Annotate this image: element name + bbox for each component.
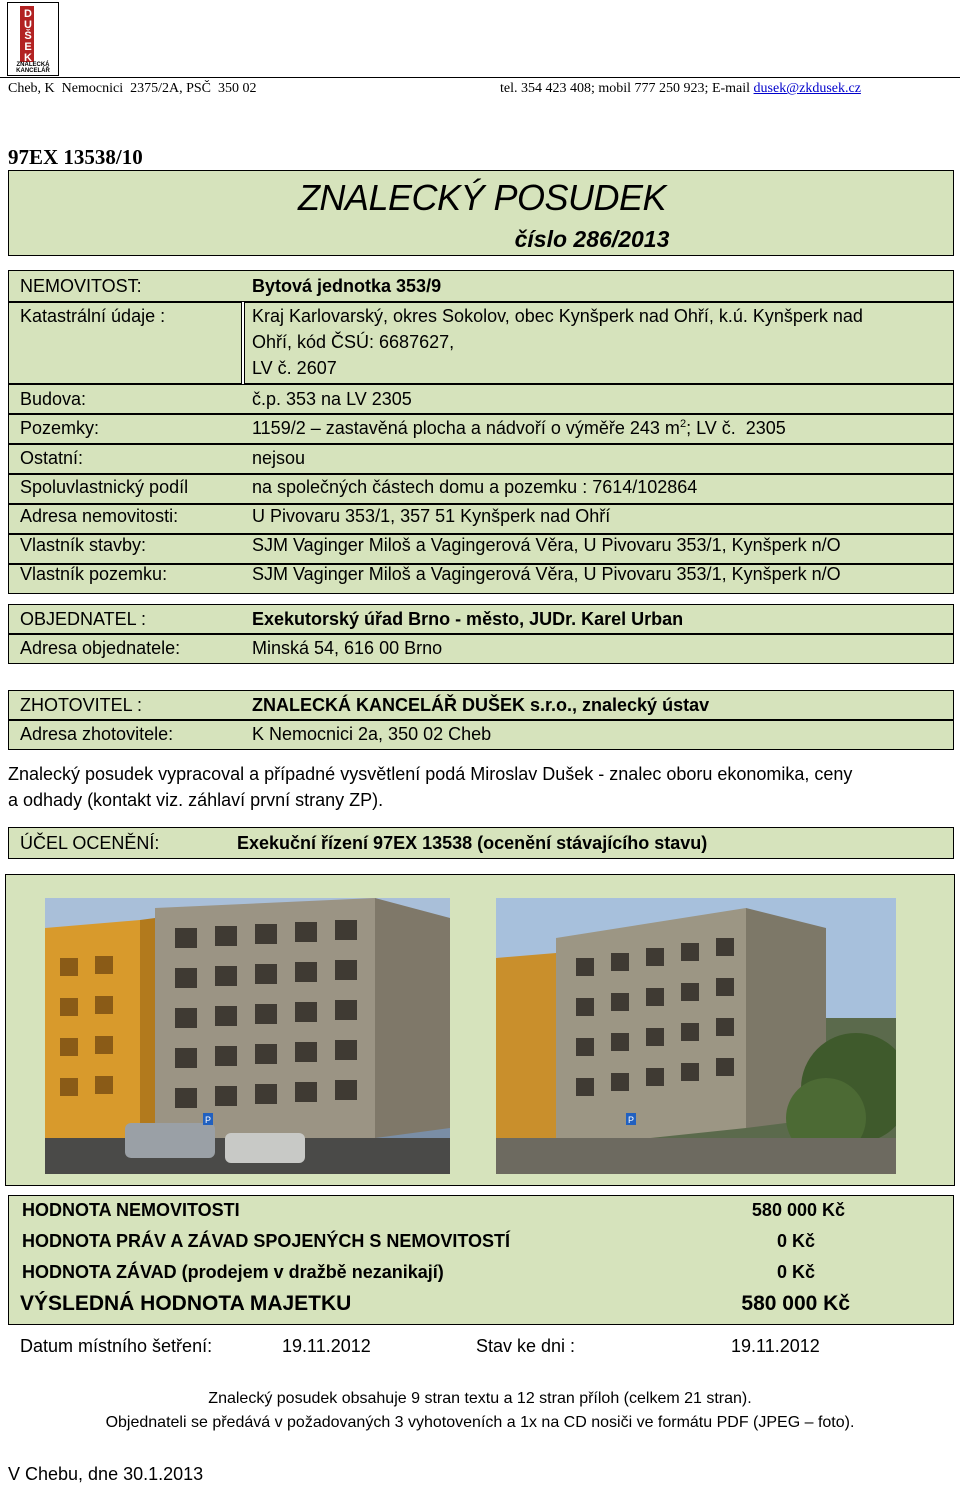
budova-label: Budova:: [20, 389, 87, 409]
katastr-label: Katastrální údaje :: [20, 306, 166, 326]
footer-line-2: Objednateli se předává v požadovaných 3 vyhotoveních a 1x na CD nosiči ve formátu PDF (JPEG – foto).: [105, 1414, 855, 1431]
nemovitost-value: Bytová jednotka 353/9: [252, 276, 442, 296]
footer-line-1: Znalecký posudek obsahuje 9 stran textu a 12 stran příloh (celkem 21 stran).: [208, 1390, 752, 1407]
budova-value: č.p. 353 na LV 2305: [252, 389, 412, 409]
objednatel-address-value: Minská 54, 616 00 Brno: [252, 638, 443, 658]
parking-sign-1: P: [205, 1115, 212, 1125]
building-photo-2: [496, 898, 896, 1174]
budova-row: [8, 384, 954, 414]
ostatni-label: Ostatní:: [20, 448, 84, 468]
zhotovitel-address-value: K Nemocnici 2a, 350 02 Cheb: [252, 724, 492, 744]
vlastnik-pozemku-value: SJM Vaginger Miloš a Vagingerová Věra, U Pivovaru 353/1, Kynšperk n/O: [252, 564, 841, 584]
katastr-line-1: Kraj Karlovarský, okres Sokolov, obec Kynšperk nad Ohří, k.ú. Kynšperk nad: [252, 306, 863, 326]
header-rule: [0, 77, 960, 78]
vlastnik-stavby-label: Vlastník stavby:: [20, 535, 147, 555]
report-number: číslo 286/2013: [514, 226, 670, 252]
pozemky-value-lv: ; LV č. 2305: [686, 418, 786, 438]
survey-date: 19.11.2012: [282, 1336, 371, 1356]
zhotovitel-value: ZNALECKÁ KANCELÁŘ DUŠEK s.r.o., znalecký ústav: [252, 695, 710, 715]
katastr-line-2: Ohří, kód ČSÚ: 6687627,: [252, 332, 455, 352]
intro-line-2: a odhady (kontakt viz. záhlaví první strany ZP).: [8, 790, 384, 810]
vlastnik-stavby-value: SJM Vaginger Miloš a Vagingerová Věra, U Pivovaru 353/1, Kynšperk n/O: [252, 535, 841, 555]
value-amount-rights: 0 Kč: [776, 1231, 815, 1251]
ucel-value: Exekuční řízení 97EX 13538 (ocenění stávajícího stavu): [237, 833, 708, 853]
header-contact-text: tel. 354 423 408; mobil 777 250 923; E-mail: [500, 81, 754, 96]
zhotovitel-label: ZHOTOVITEL :: [20, 695, 143, 715]
value-amount-encumbrances: 0 Kč: [776, 1262, 815, 1282]
adresa-label: Adresa nemovitosti:: [20, 506, 179, 526]
katastr-line-3: LV č. 2607: [252, 358, 337, 378]
state-date-label: Stav ke dni :: [476, 1336, 576, 1356]
title-box: [8, 170, 954, 256]
pozemky-value-main: 1159/2 – zastavěná plocha a nádvoří o výměře 243 m: [252, 418, 680, 438]
header-address: Cheb, K Nemocnici 2375/2A, PSČ 350 02: [8, 81, 257, 96]
page-title: ZNALECKÝ POSUDEK: [297, 177, 667, 218]
ucel-label: ÚČEL OCENĚNÍ:: [20, 833, 160, 853]
podil-label: Spoluvlastnický podíl: [20, 477, 189, 497]
nemovitost-label: NEMOVITOST:: [20, 276, 142, 296]
podil-value: na společných částech domu a pozemku : 7614/102864: [252, 477, 698, 497]
email-link[interactable]: dusek@zkdusek.cz: [753, 81, 861, 96]
logo-caption-2: KANCELÁŘ: [16, 68, 50, 74]
value-label-encumbrances: HODNOTA ZÁVAD (prodejem v dražbě nezanikají): [22, 1262, 444, 1282]
state-date: 19.11.2012: [731, 1336, 820, 1356]
pozemky-value: [252, 418, 786, 439]
pozemky-superscript: 2: [679, 418, 687, 430]
objednatel-value: Exekutorský úřad Brno - město, JUDr. Karel Urban: [252, 609, 684, 629]
ostatni-row: [8, 444, 954, 474]
nemovitost-row: [8, 270, 954, 302]
zhotovitel-address-label: Adresa zhotovitele:: [20, 724, 174, 744]
total-value-label: VÝSLEDNÁ HODNOTA MAJETKU: [20, 1292, 352, 1315]
ostatni-value: nejsou: [252, 448, 306, 468]
logo-caption-1: ZNALECKÁ: [16, 62, 50, 68]
logo-letters: DUŠEK: [24, 8, 32, 64]
survey-date-label: Datum místního šetření:: [20, 1336, 213, 1356]
adresa-value: U Pivovaru 353/1, 357 51 Kynšperk nad Ohří: [252, 506, 611, 526]
case-number: 97EX 13538/10: [8, 145, 143, 169]
intro-line-1: Znalecký posudek vypracoval a případné vysvětlení podá Miroslav Dušek - znalec oboru ekonomika, ceny: [8, 764, 853, 784]
value-amount-property: 580 000 Kč: [751, 1200, 845, 1220]
value-label-property: HODNOTA NEMOVITOSTI: [22, 1200, 240, 1220]
objednatel-address-label: Adresa objednatele:: [20, 638, 181, 658]
vlastnik-pozemku-label: Vlastník pozemku:: [20, 564, 168, 584]
parking-sign-2: P: [628, 1115, 635, 1125]
place-date: V Chebu, dne 30.1.2013: [8, 1464, 204, 1484]
pozemky-label: Pozemky:: [20, 418, 100, 438]
total-value-amount: 580 000 Kč: [741, 1292, 850, 1315]
building-photo-1: [45, 898, 450, 1174]
header-contact: [500, 81, 861, 97]
value-label-rights: HODNOTA PRÁV A ZÁVAD SPOJENÝCH S NEMOVITOSTÍ: [22, 1231, 511, 1251]
company-logo: [7, 2, 59, 76]
objednatel-label: OBJEDNATEL :: [20, 609, 147, 629]
